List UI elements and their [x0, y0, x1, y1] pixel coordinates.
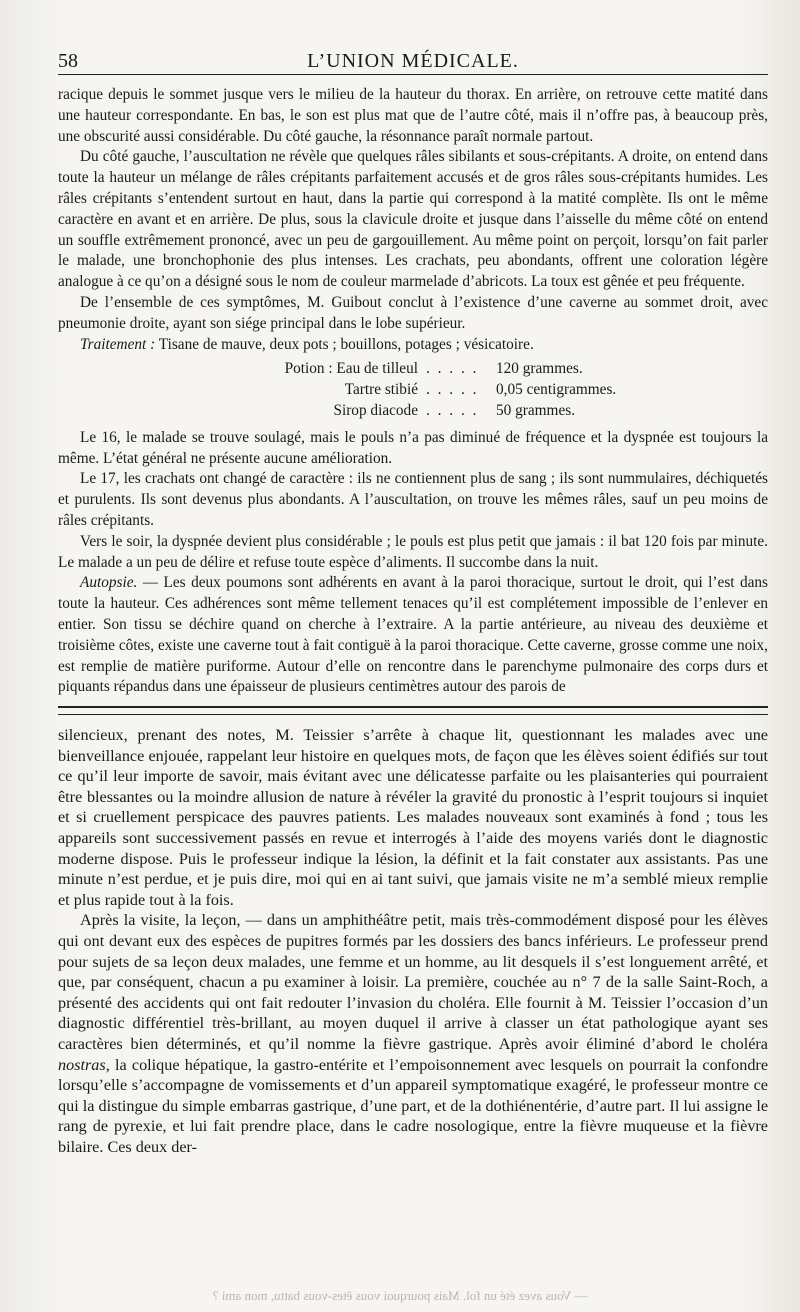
autopsy-text: — Les deux poumons sont adhérents en avant à la paroi thoracique, surtout le droit, qui l’est dans toute la hauteur. Ces adhérences sont même tellement tenaces qu’il est complétement impossible de l’enlever en entier. Son tissu se déchire quand on cherche à l’extraire. A la partie antérieure, au niveau des deuxième et troisième côtes, existe une caverne tout à fait contiguë à la paroi thoracique. Cette caverne, grosse comme une noix, est remplie de matière puriforme. Autour d’elle on rencontre dans le parenchyme pulmonaire des corps durs et piquants répandus dans une épaisseur de plusieurs centimètres autour des parois de — [58, 574, 768, 696]
prescription-row — [58, 380, 768, 401]
text-run: Après la visite, la leçon, — dans un amphithéâtre petit, mais très-commodément disposé pour les élèves qui ont devant eux des espèces de pupitres formés par les dossiers des bancs inférieurs. Le professeur prend pour sujets de sa leçon deux malades, une femme et un homme, au lit desquels il s’est longuement arrêté, et que, par conséquent, chacun a pu examiner à loisir. La première, couchée au n° 7 de la salle Saint-Roch, a présenté des accidents qui ont fait redouter l’invasion du choléra. Elle fournit à M. Teissier l’occasion d’un diagnostic différentiel très-brillant, au moyen duquel il arrive à classer un état pathologique ayant ses caractères bien déterminés, et qu’il nomme la fièvre gastrique. Après avoir éliminé d’abord le choléra — [58, 911, 768, 1054]
bleed-through-text: — Vous avez été un fol. Mais pourquoi vous êtes-vous battu, mon ami ? — [212, 1288, 588, 1303]
prescription-table — [58, 359, 768, 421]
journal-title: L’UNION MÉDICALE. — [307, 50, 519, 72]
prescription-quantity: 120 grammes. — [496, 360, 583, 378]
paragraph: Du côté gauche, l’auscultation ne révèle que quelques râles sibilants et sous-crépitants. A droite, on entend dans toute la hauteur un mélange de râles crépitants parfaitement accusés et de gros râles sous-crépitants humides. Les râles crépitants s’entendent surtout en haut, dans la partie qui correspond à la matité complète. Ils ont le même caractère en avant et en arrière. De plus, sous la clavicule droite et jusque dans l’aisselle du même côté on entend un souffle extrêmement prononcé, avec un peu de gargouillement. Au même point on perçoit, lorsqu’on fait parler le malade, une bronchophonie des plus intenses. Les crachats, peu abondants, offrent une coloration légère analogue à ce qu’on a désigné sous le nom de couleur marmelade d’abricots. La toux est gênée et peu fréquente. — [58, 148, 768, 291]
autopsy-paragraph — [58, 573, 768, 698]
paragraph: Vers le soir, la dyspnée devient plus considérable ; le pouls est plus petit que jamais : il bat 120 fois par minute. Le malade a un peu de délire et refuse toute espèce d’aliments. Il succombe dans la nuit. — [58, 532, 768, 571]
treatment-label: Traitement : — [80, 335, 156, 353]
prescription-quantity: 0,05 centigrammes. — [496, 381, 617, 399]
text-run: , la colique hépatique, la gastro-entérite et l’empoisonnement avec lesquels on pourrait la confondre lorsqu’elle s’accompagne de vomissements et d’un appareil symptomatique exagéré, le professeur montre ce qui la distingue du simple embarras gastrique, d’une part, et de la dothiénentérie, d’autre part. Il lui assigne le rang de pyrexie, et lui fait prendre place, dans le cadre nosologique, entre la fièvre muqueuse et la fièvre bilaire. Ces deux der- — [58, 1055, 768, 1156]
running-head — [58, 50, 768, 75]
prescription-row — [58, 359, 768, 380]
feuilleton-article — [58, 725, 768, 1157]
paragraph: racique depuis le sommet jusque vers le milieu de la hauteur du thorax. En arrière, on retrouve cette matité dans une hauteur correspondante. En bas, le son est plus mat que de l’autre côté, mais il n’offre pas, à beaucoup près, une obscurité aussi considérable. Du côté gauche, la résonnance paraît normale partout. — [58, 86, 768, 145]
paragraph — [58, 910, 768, 1157]
paragraph: silencieux, prenant des notes, M. Teissier s’arrête à chaque lit, questionnant les malades avec une bienveillance enjouée, rappelant leur histoire en quelques mots, de façon que les élèves soient édifiés sur tout ce qu’il leur importe de savoir, mais évitant avec une délicatesse parfaite ou les plaisanteries qui pourraient être blessantes ou la moindre allusion de nature à révéler la gravité du pronostic à l’esprit toujours si inquiet et si cruellement perspicace des pauvres patients. Les malades nouveaux sont examinés à fond ; tous les appareils sont successivement passés en revue et interrogés à l’aide des moyens variés dont le diagnostic moderne dispose. Puis le professeur indique la lésion, la définit et la fait constater aux assistants. Pas une minute n’est perdue, et je puis dire, moi qui en ai tant suivi, que jamais visite ne m’a semblé mieux remplie et plus rapide tout à la fois. — [58, 726, 768, 909]
upper-article — [58, 85, 768, 698]
treatment-paragraph — [58, 335, 768, 356]
paragraph: Le 17, les crachats ont changé de caractère : ils ne contiennent plus de sang ; ils sont nummulaires, déchiquetés et purulents. Ils sont devenus plus abondants. A l’auscultation, on trouve les mêmes râles, sauf un peu moins de râles crépitants. — [58, 470, 768, 529]
prescription-quantity: 50 grammes. — [496, 401, 576, 419]
italic-term: nostras — [58, 1055, 106, 1074]
leader-dots: . . . . . — [426, 360, 479, 378]
treatment-text: Tisane de mauve, deux pots ; bouillons, potages ; vésicatoire. — [155, 335, 534, 353]
prescription-item: Sirop diacode — [333, 401, 418, 419]
section-divider — [58, 706, 768, 715]
page-number: 58 — [58, 50, 78, 72]
paragraph: Le 16, le malade se trouve soulagé, mais le pouls n’a pas diminué de fréquence et la dyspnée est toujours la même. L’état général ne présente aucune amélioration. — [58, 428, 768, 467]
prescription-item: Tartre stibié — [344, 381, 418, 399]
leader-dots: . . . . . — [426, 381, 479, 399]
autopsy-label: Autopsie. — [80, 574, 138, 592]
paragraph: De l’ensemble de ces symptômes, M. Guibout conclut à l’existence d’une caverne au sommet droit, avec pneumonie droite, ayant son siége principal dans le lobe supérieur. — [58, 293, 768, 332]
leader-dots: . . . . . — [426, 401, 479, 419]
prescription-row — [58, 401, 768, 422]
prescription-item: Potion : Eau de tilleul — [284, 360, 418, 378]
